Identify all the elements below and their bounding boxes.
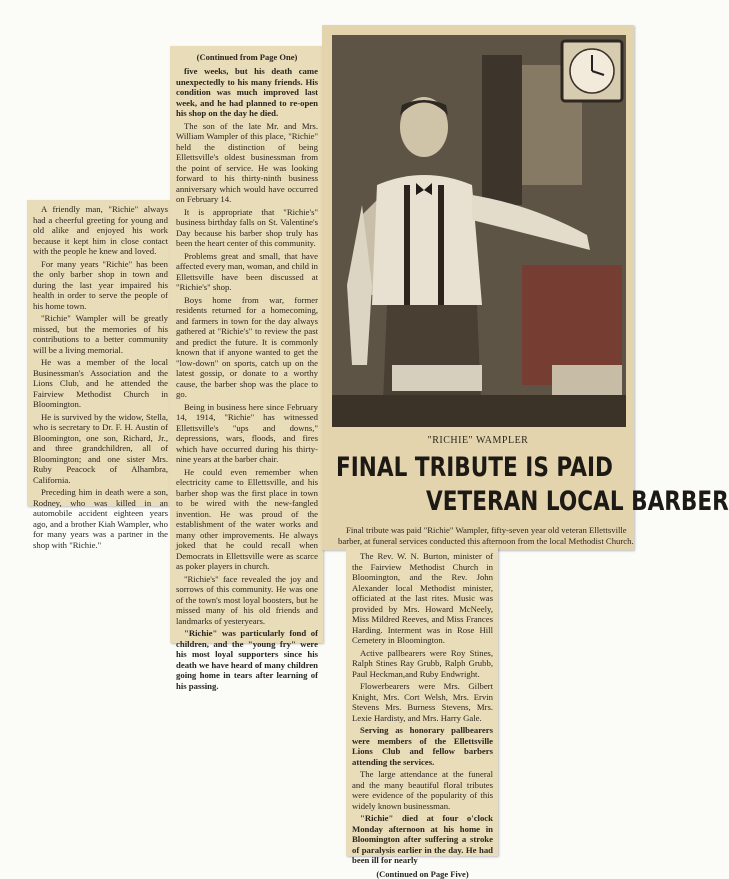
article-paragraph: Serving as honorary pallbearers were members of the Ellettsville Lions Club and fellow barbers attending the services. (352, 725, 493, 767)
barber-portrait-image (332, 35, 626, 427)
article-paragraph: A friendly man, "Richie" always had a cheerful greeting for young and old alike and enjoyed his work because it kept him in close contact with the people he knew and loved. (33, 204, 168, 256)
headline-line-1: FINAL TRIBUTE IS PAID (336, 452, 613, 483)
bottom-article-body (352, 551, 493, 866)
photo-clipping (322, 25, 729, 550)
article-paragraph: Boys home from war, former residents returned for a homecoming, and farmers in town for the day always gathered at "Richie's" to review the past and predict the future. It is commonly known that if anyone wanted to get the "low-down" on sports, catch up on the latest gossip, or donate to a worthy cause, the barber shop was the place to go. (176, 294, 318, 399)
middle-clipping (170, 46, 323, 691)
article-paragraph: "Richie's" face revealed the joy and sorrows of this community. He was one of the town's most loyal boosters, but he missed many of his old friends and landmarks of yesteryears. (176, 573, 318, 626)
article-paragraph: "Richie" Wampler will be greatly missed, but the memories of his contributions to a better community will be a living memorial. (33, 313, 168, 355)
article-paragraph: five weeks, but his death came unexpectedly to his many friends. His condition was much improved last week, and he had planned to re-open his shop on the day he died. (176, 66, 318, 118)
headline-line-2: VETERAN LOCAL BARBER (426, 486, 729, 517)
article-paragraph: Being in business here since February 14, 1914, "Richie" has witnessed Ellettsville's "ups and downs," depressions, wars, floods, and fires which have occurred during his thirty-nine years at the barber chair. (176, 401, 318, 464)
article-paragraph: It is appropriate that "Richie's" business birthday falls on St. Valentine's Day because his barber shop truly has been the heart center of this community. (176, 206, 318, 248)
article-lead: Final tribute was paid "Richie" Wampler, fifty-seven year old veteran Ellettsville barber, at funeral services conducted this afternoon from the local Methodist Church. (338, 525, 634, 546)
article-paragraph: He was a member of the local Businessman's Association and the Lions Club, and he attended the Fairview Methodist Church in Bloomington. (33, 357, 168, 409)
bottom-clipping (346, 547, 498, 879)
photo-caption: "RICHIE" WAMPLER (427, 435, 529, 446)
article-paragraph: Flowerbearers were Mrs. Gilbert Knight, Mrs. Cort Welsh, Mrs. Ervin Stevens Mrs. Burness Stevens, Mrs. Lexie Hardisty, and Mrs. Harry Gale. (352, 681, 493, 723)
article-paragraph: The large attendance at the funeral and the many beautiful floral tributes were evidence of the popularity of this widely known businessman. (352, 769, 493, 811)
article-paragraph: "Richie" died at four o'clock Monday afternoon at his home in Bloomington after suffering a stroke of paralysis earlier in the day. He had been ill for nearly (352, 813, 493, 865)
continued-on-footer: (Continued on Page Five) (376, 868, 469, 879)
article-paragraph: For many years "Richie" has been the only barber shop in town and during the last year impaired his health in order to serve the people of his home town. (33, 258, 168, 311)
article-paragraph: Problems great and small, that have affected every man, woman, and child in Ellettsville have been discussed at "Richie's" shop. (176, 250, 318, 292)
article-paragraph: The son of the late Mr. and Mrs. William Wampler of this place, "Richie" held the distinction of being Ellettsville's oldest businessman from the point of service. He was looking forward to his thirty-ninth business anniversary which would have occurred on February 14. (176, 120, 318, 204)
article-paragraph: The Rev. W. N. Burton, minister of the Fairview Methodist Church in Bloomington, and the Rev. John Alexander local Methodist minister, officiated at the last rites. Music was provided by Mrs. Howard McNeely, Miss Mildred Reeves, and Miss Frances Harding. Interment was in Rose Hill Cemetery in Bloomington. (352, 551, 493, 645)
barber-photo (332, 35, 626, 427)
article-paragraph: Preceding him in death were a son, Rodney, who was killed in an automobile accident eighteen years ago, and a brother Kiah Wampler, who for many years was a partner in the shop with "Richie." (33, 487, 168, 550)
article-paragraph: Active pallbearers were Roy Stines, Ralph Stines Ray Grubb, Ralph Grubb, Paul Heckman,and Ruby Endwright. (352, 647, 493, 679)
article-paragraph: He could even remember when electricity came to Ellettsville, and his barber shop was the first place in town to be wired with the new-fangled invention. He was proud of the establishment of the water works and many other improvements. He always joked that he could recall when Democrats in Ellettsville were as scarce as poker players in church. (176, 466, 318, 571)
continued-from-header: (Continued from Page One) (196, 52, 298, 62)
middle-article-body (176, 66, 318, 691)
article-paragraph: He is survived by the widow, Stella, who is secretary to Dr. F. H. Austin of Bloomington, one son, Richard, Jr., and three grandchildren, all of Bloomington; and one sister Mrs. Ruby Peacock of Alhambra, California. (33, 411, 168, 485)
left-clipping (27, 200, 173, 550)
article-paragraph: "Richie" was particularly fond of children, and the "young fry" were his most loyal supporters since his death we have heard of many children going home in tears after learning of his passing. (176, 628, 318, 691)
